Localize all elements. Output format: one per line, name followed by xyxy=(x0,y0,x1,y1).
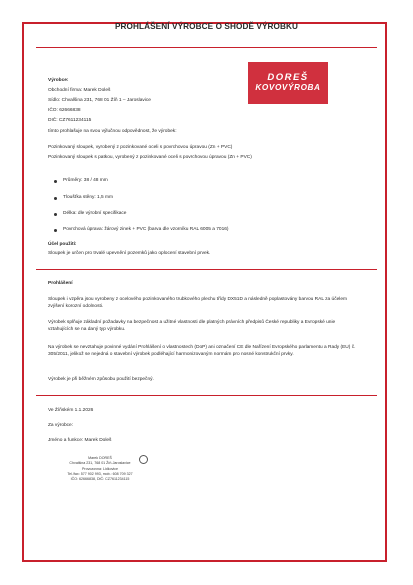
manufacturer-address: Sídlo: Chvalšina 231, 768 01 Žíň 1 – Jaroslavice xyxy=(48,98,151,103)
divider-lower xyxy=(36,395,377,396)
logo-line-2: KOVOVÝROBA xyxy=(255,83,321,92)
bullet-icon xyxy=(54,180,57,183)
manufacturer-heading: Výrobce: xyxy=(48,78,69,83)
company-stamp xyxy=(44,456,156,506)
declaration-heading: Prohlášení xyxy=(48,281,73,286)
stamp-line: Provozovna: Lidkovice xyxy=(82,466,118,471)
product-line-2: Pozinkovaný sloupek s patkou, vyrobený z pozinkované oceli s povrchovou úpravou (Zn + PVC) xyxy=(48,155,252,160)
spec-length: Délka: dle výrobní specifikace xyxy=(63,211,127,216)
manufacturer-ico: IČO: 62666838 xyxy=(48,108,81,113)
stamp-line: IČO: 62666838, DIČ: CZ7611234115 xyxy=(70,477,130,482)
name-role: Jméno a funkce: Marek Doleš xyxy=(48,438,112,443)
divider-top xyxy=(36,47,377,48)
spec-surface: Povrchová úprava: žárový zinek + PVC (barva dle vzorníku RAL 6005 a 7016) xyxy=(63,227,229,232)
stamp-line: Marek DOREŠ xyxy=(88,456,112,460)
bullet-icon xyxy=(54,213,57,216)
logo-line-1: DOREŠ xyxy=(267,72,309,83)
usage-heading: Účel použití: xyxy=(48,242,77,247)
stamp-line: Tel./fax: 577 902 993, mob.: 608 709 327 xyxy=(67,471,133,476)
stamp-logo-icon xyxy=(139,455,148,464)
place-date: Ve Žíňském 1.1.2026 xyxy=(48,408,94,413)
manufacturer-declaration: tímto prohlašuje na svou výlučnou odpovědnost, že výrobek: xyxy=(48,129,177,134)
declaration-para-1: Sloupek i vzpěra jsou vyrobeny z ocelového pozinkovaného trubkového plechu třídy DX51D a následně poplastovány barvou RAL za účelem zvýšení korozní odolnosti. xyxy=(48,297,348,310)
document-title: PROHLÁŠENÍ VÝROBCE O SHODĚ VÝROBKU xyxy=(114,22,299,31)
spec-wall: Tloušťka stěny: 1,5 mm xyxy=(63,195,114,200)
bullet-icon xyxy=(54,197,57,200)
for-manufacturer: Za výrobce: xyxy=(48,423,74,428)
spec-diameter: Průměry: 38 / 48 mm xyxy=(63,178,108,183)
declaration-para-2: Výrobek splňuje základní požadavky na bezpečnost a užitné vlastnosti dle platných právních předpisů České republiky a Evropské unie vztahujících se na daný typ výrobku. xyxy=(48,320,336,333)
product-line-1: Pozinkovaný sloupek, vyrobený z pozinkované oceli s povrchovou úpravou (Zn + PVC) xyxy=(48,145,233,150)
stamp-line: Chvalšina 231, 768 01 Žíň-Jaroslavice xyxy=(69,461,131,466)
bullet-icon xyxy=(54,229,57,232)
divider-middle xyxy=(36,269,377,270)
declaration-para-4: Výrobek je při běžném způsobu použití bezpečný. xyxy=(48,377,154,382)
usage-text: Sloupek je určen pro trvalé upevnění pozemků jako oplocení stavební prvek. xyxy=(48,251,211,256)
company-logo xyxy=(248,62,328,104)
manufacturer-dic: DIČ: CZ7611234115 xyxy=(48,118,92,123)
declaration-para-3: Na výrobek se nevztahuje povinné vydání Prohlášení o vlastnostech (DoP) ani označení CE dle Nařízení Evropského parlamentu a Rady (EU) č. 305/2011, jelikož se nejedná o stavební výrobek podléhající harmonizovaným normám pro nosné konstrukční prvky. xyxy=(48,345,356,358)
manufacturer-company: Obchodní firma: Marek Doleš xyxy=(48,88,111,93)
